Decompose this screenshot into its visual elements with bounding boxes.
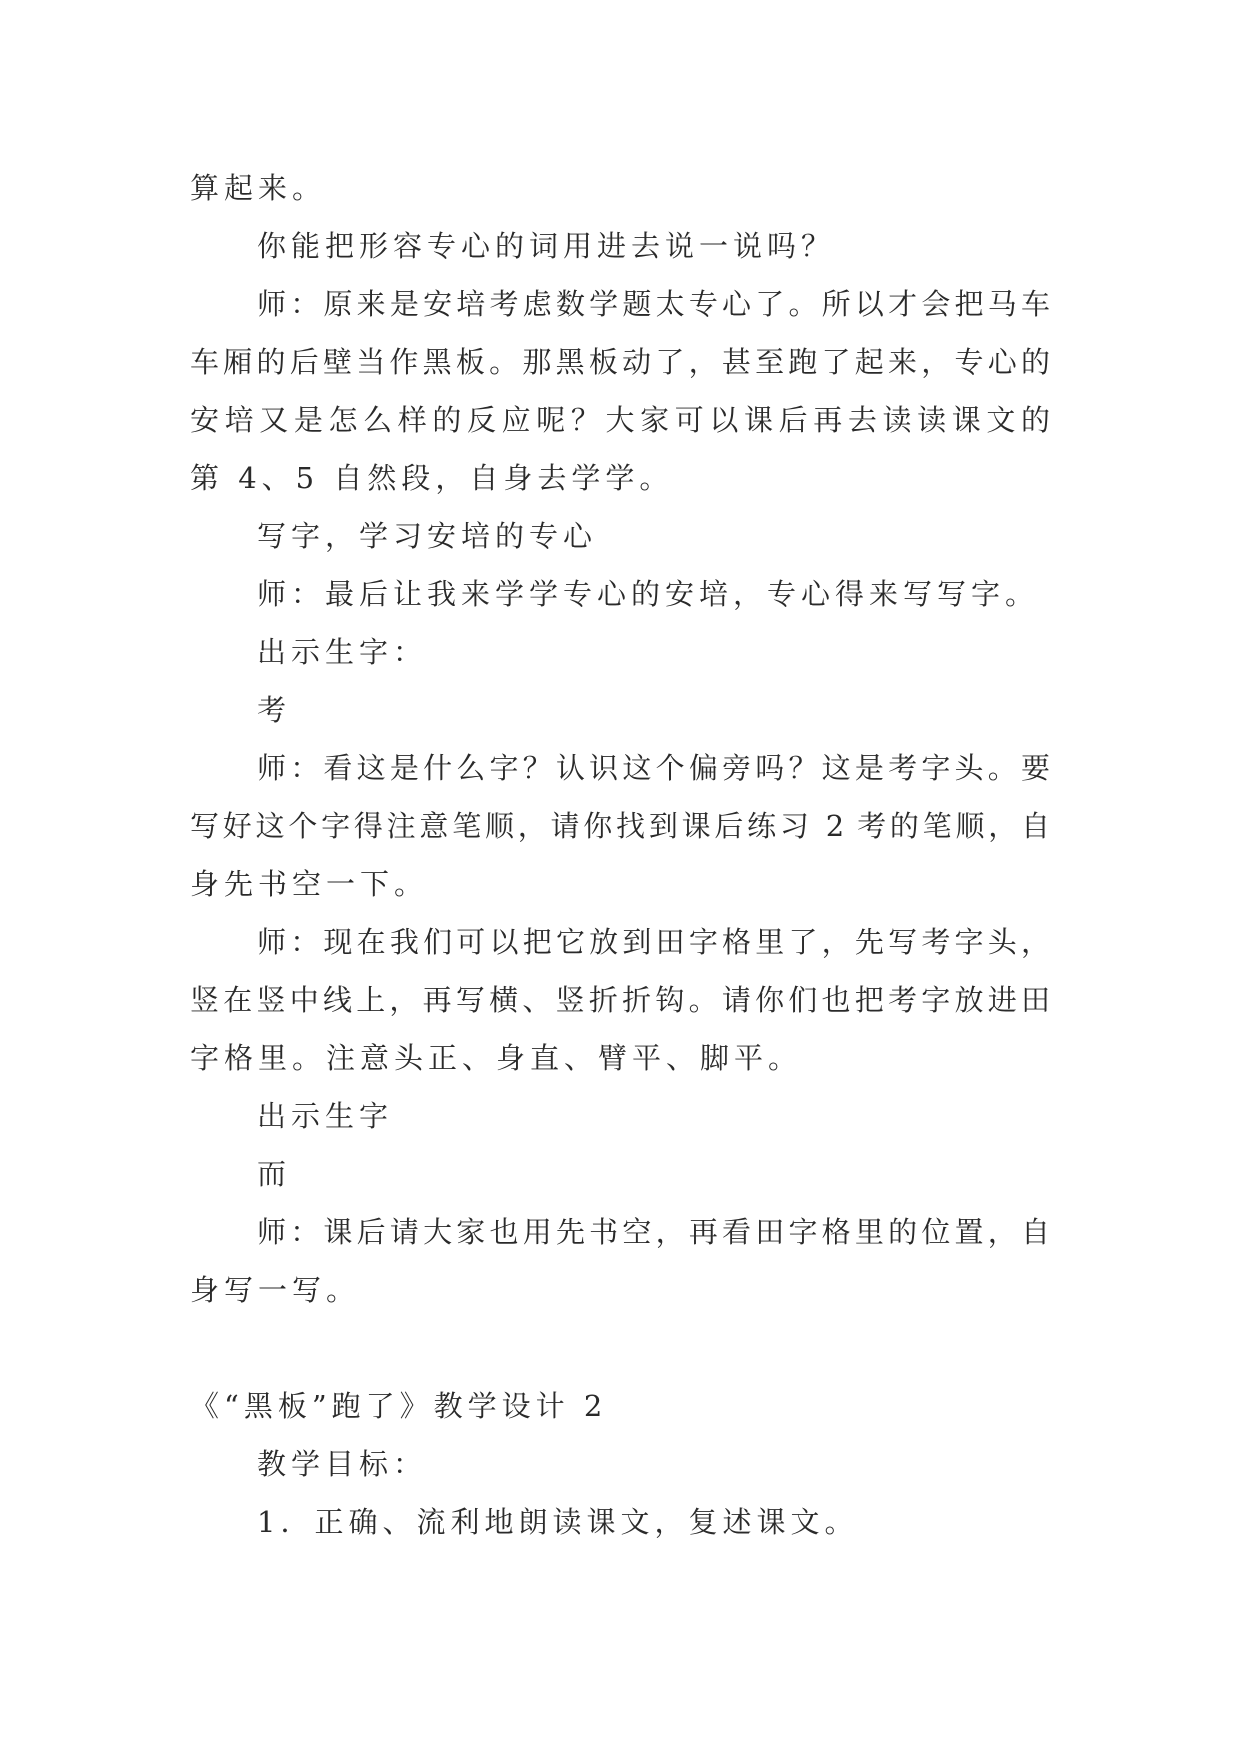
- paragraph-line: 师：最后让我来学学专心的安培，专心得来写写字。: [257, 577, 1040, 611]
- section-heading: 写字，学习安培的专心: [257, 519, 598, 553]
- paragraph-line: 出示生字：: [257, 635, 428, 669]
- character-example: 考: [257, 693, 292, 727]
- paragraph-line: 车厢的后壁当作黑板。那黑板动了，甚至跑了起来，专心的: [190, 345, 1050, 379]
- paragraph-line: 身先书空一下。: [190, 867, 429, 901]
- paragraph-line: 师：原来是安培考虑数学题太专心了。所以才会把马车: [257, 287, 1050, 321]
- paragraph-line: 字格里。注意头正、身直、臂平、脚平。: [190, 1041, 803, 1075]
- character-example: 而: [257, 1157, 292, 1191]
- paragraph-line: 竖在竖中线上，再写横、竖折折钩。请你们也把考字放进田: [190, 983, 1050, 1017]
- paragraph-line: 你能把形容专心的词用进去说一说吗？: [257, 229, 836, 263]
- paragraph-line: 身写一写。: [190, 1273, 361, 1307]
- paragraph-line: 师：课后请大家也用先书空，再看田字格里的位置，自: [257, 1215, 1050, 1249]
- paragraph-line: 安培又是怎么样的反应呢？大家可以课后再去读读课文的: [190, 403, 1050, 437]
- paragraph-line: 算起来。: [190, 171, 327, 205]
- document-title: 《“黑板”跑了》教学设计 2: [190, 1389, 608, 1423]
- section-heading: 教学目标：: [257, 1447, 428, 1481]
- paragraph-line: 师：现在我们可以把它放到田字格里了，先写考字头，: [257, 925, 1050, 959]
- paragraph-line: 第 4、5 自然段，自身去学学。: [190, 461, 674, 495]
- paragraph-line: 师：看这是什么字？认识这个偏旁吗？这是考字头。要: [257, 751, 1050, 785]
- paragraph-line: 出示生字: [257, 1099, 394, 1133]
- list-item: 1．正确、流利地朗读课文，复述课文。: [257, 1505, 859, 1539]
- paragraph-line: 写好这个字得注意笔顺，请你找到课后练习 2 考的笔顺，自: [190, 809, 1050, 843]
